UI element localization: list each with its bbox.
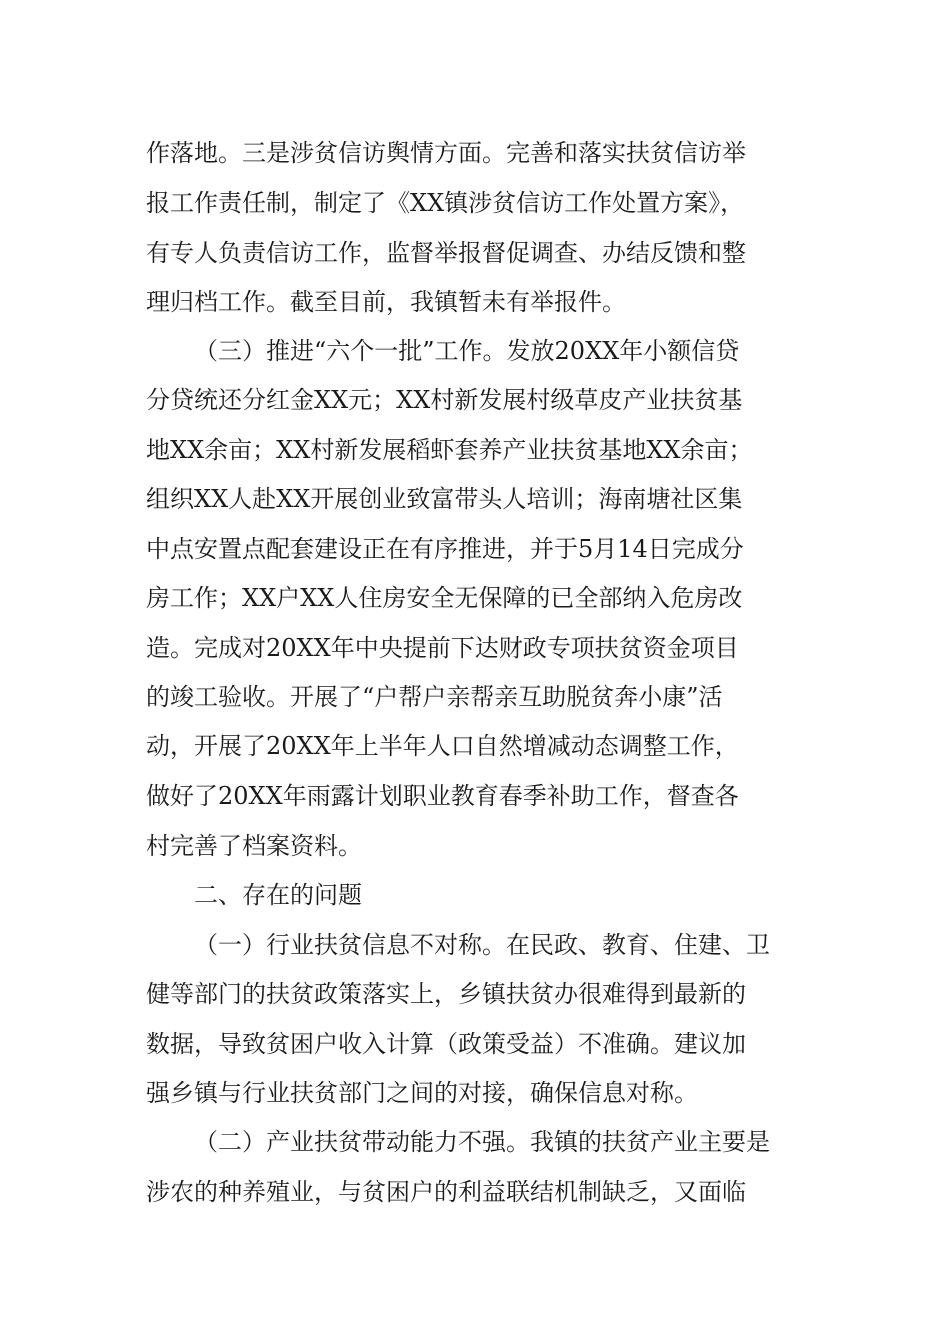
- paragraph-line: （一）行业扶贫信息不对称。在民政、教育、住建、卫: [194, 931, 770, 959]
- paragraph-line: 地XX余亩；XX村新发展稻虾套养产业扶贫基地XX余亩；: [146, 436, 753, 464]
- paragraph-line: 中点安置点配套建设正在有序推进，并于5月14日完成分: [146, 535, 744, 563]
- paragraph-line: 组织XX人赴XX开展创业致富带头人培训；海南塘社区集: [146, 485, 743, 513]
- paragraph-line: 造。完成对20XX年中央提前下达财政专项扶贫资金项目: [146, 634, 739, 662]
- paragraph-line: 作落地。三是涉贫信访舆情方面。完善和落实扶贫信访举: [146, 139, 746, 167]
- paragraph-line: 涉农的种养殖业，与贫困户的利益联结机制缺乏，又面临: [146, 1178, 746, 1206]
- paragraph-line: 动，开展了20XX年上半年人口自然增减动态调整工作，: [146, 732, 739, 760]
- paragraph-line: （三）推进“六个一批”工作。发放20XX年小额信贷: [194, 337, 740, 365]
- section-heading: 二、存在的问题: [194, 881, 362, 909]
- paragraph-line: 报工作责任制，制定了《XX镇涉贫信访工作处置方案》，: [146, 189, 745, 217]
- paragraph-line: 的竣工验收。开展了“户帮户亲帮亲互助脱贫奔小康”活: [146, 683, 723, 711]
- paragraph-line: 做好了20XX年雨露计划职业教育春季补助工作，督查各: [146, 782, 739, 810]
- paragraph-line: 分贷统还分红金XX元；XX村新发展村级草皮产业扶贫基: [146, 386, 743, 414]
- paragraph-line: 房工作；XX户XX人住房安全无保障的已全部纳入危房改: [146, 584, 743, 612]
- paragraph-line: 村完善了档案资料。: [146, 832, 362, 860]
- paragraph-line: （二）产业扶贫带动能力不强。我镇的扶贫产业主要是: [194, 1128, 770, 1156]
- paragraph-line: 强乡镇与行业扶贫部门之间的对接，确保信息对称。: [146, 1079, 698, 1107]
- paragraph-line: 理归档工作。截至目前，我镇暂未有举报件。: [146, 288, 626, 316]
- paragraph-line: 有专人负责信访工作，监督举报督促调查、办结反馈和整: [146, 239, 746, 267]
- paragraph-line: 数据，导致贫困户收入计算（政策受益）不准确。建议加: [146, 1030, 746, 1058]
- paragraph-line: 健等部门的扶贫政策落实上，乡镇扶贫办很难得到最新的: [146, 980, 746, 1008]
